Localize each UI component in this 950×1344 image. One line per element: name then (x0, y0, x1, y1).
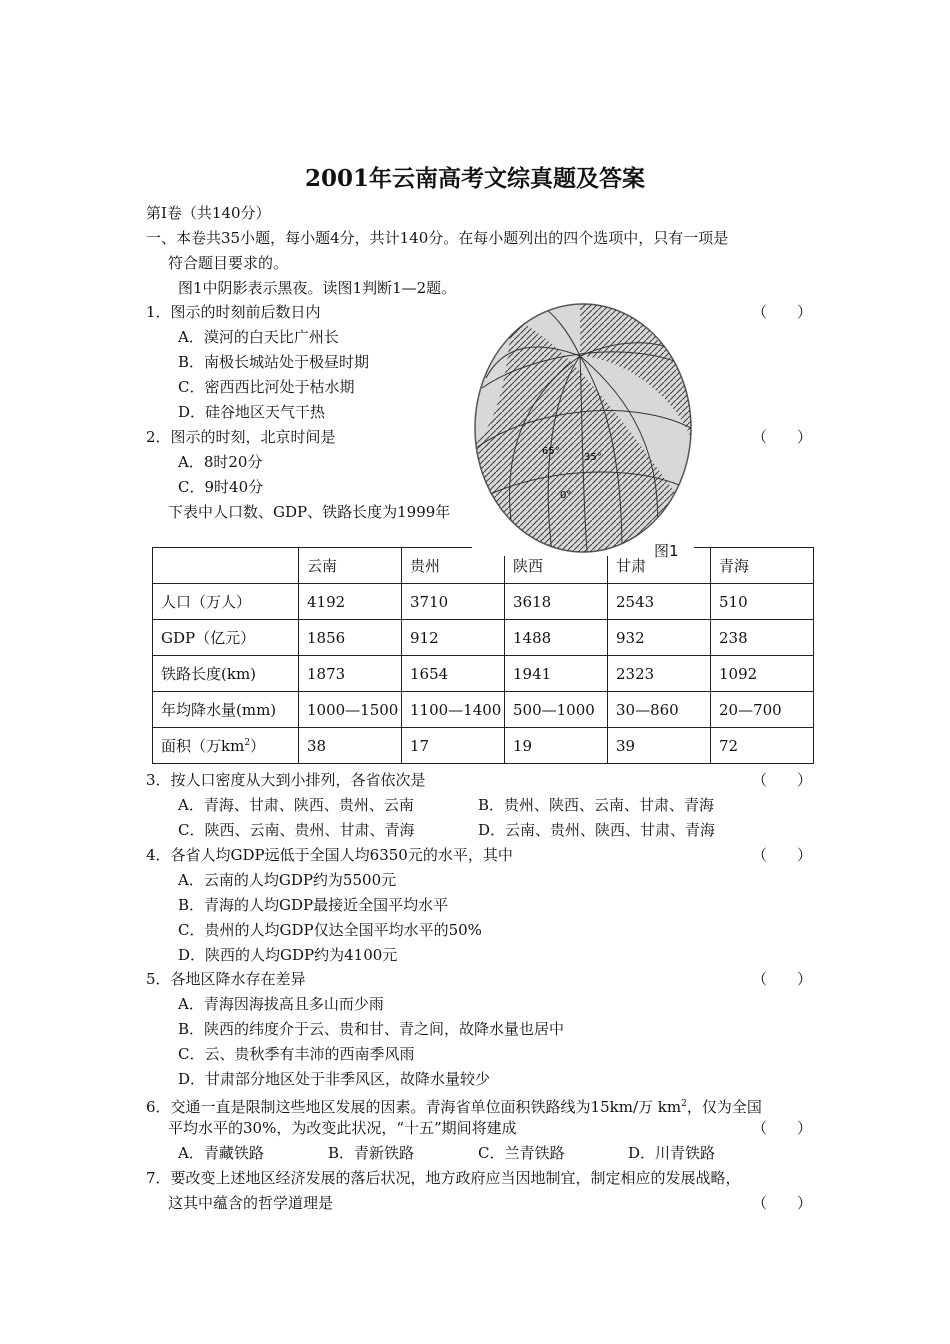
label-35: 35° (584, 452, 602, 463)
table-cell: 238 (711, 620, 814, 656)
q6-option-c: C．兰青铁路 (478, 1144, 565, 1162)
table-row (153, 620, 814, 656)
q4-answer-paren: （ ） (752, 846, 813, 864)
table-cell: 1488 (505, 620, 608, 656)
q2-answer-paren: （ ） (752, 428, 813, 446)
table-cell: 932 (608, 620, 711, 656)
table-cell: 39 (608, 728, 711, 764)
table-cell: 1092 (711, 656, 814, 692)
table-row (153, 728, 814, 764)
q5-answer-paren: （ ） (752, 970, 813, 988)
table-cell: 510 (711, 584, 814, 620)
table-cell: 1941 (505, 656, 608, 692)
q4-option-b: B．青海的人均GDP最接近全国平均水平 (178, 896, 449, 914)
q3-option-a: A．青海、甘肃、陕西、贵州、云南 (178, 796, 414, 814)
q4-option-a: A．云南的人均GDP约为5500元 (178, 871, 397, 889)
q3-answer-paren: （ ） (752, 771, 813, 789)
q5-stem: 5．各地区降水存在差异 (146, 970, 306, 988)
q1-option-d: D．硅谷地区天气干热 (178, 403, 326, 421)
q4-option-d: D．陕西的人均GDP约为4100元 (178, 946, 398, 964)
table-cell: 3618 (505, 584, 608, 620)
table-row (153, 656, 814, 692)
table-cell: 1654 (402, 656, 505, 692)
table-cell: 1873 (299, 656, 402, 692)
table-cell: 1856 (299, 620, 402, 656)
q7-stem-line2: 这其中蕴含的哲学道理是 (168, 1194, 334, 1212)
table-cell: 912 (402, 620, 505, 656)
q6-stem-part1: 6．交通一直是限制这些地区发展的因素。青海省单位面积铁路线为15km/万 km (146, 1098, 682, 1116)
q5-option-c: C．云、贵秋季有丰沛的西南季风雨 (178, 1045, 415, 1063)
q1-stem: 1．图示的时刻前后数日内 (146, 303, 321, 321)
q7-stem-line1: 7．要改变上述地区经济发展的落后状况，地方政府应当因地制宜，制定相应的发展战略， (146, 1169, 741, 1187)
q3-option-d: D．云南、贵州、陕西、甘肃、青海 (478, 821, 716, 839)
q1-option-c: C．密西西比河处于枯水期 (178, 378, 355, 396)
q3-option-c: C．陕西、云南、贵州、甘肃、青海 (178, 821, 415, 839)
table-cell: 云南 (299, 548, 402, 584)
q1-option-a: A．漠河的白天比广州长 (178, 328, 339, 346)
table-row (153, 692, 814, 728)
table-cell: 38 (299, 728, 402, 764)
table-cell: 青海 (711, 548, 814, 584)
data-table (152, 547, 814, 764)
label-65: 65° (542, 446, 560, 457)
table-cell: 2323 (608, 656, 711, 692)
table-cell (153, 728, 299, 764)
figure-caption: 图1 (650, 540, 683, 561)
figure-intro: 图1中阴影表示黑夜。读图1判断1—2题。 (178, 279, 457, 297)
table-cell: 1000—1500 (299, 692, 402, 728)
q6-stem-line2: 平均水平的30%，为改变此状况，“十五”期间将建成 (168, 1119, 517, 1137)
table-cell: 30—860 (608, 692, 711, 728)
area-label-close: ） (250, 737, 266, 755)
section-heading: 第Ⅰ卷（共140分） (146, 204, 271, 222)
table-cell: 19 (505, 728, 608, 764)
table-intro: 下表中人口数、GDP、铁路长度为1999年 (168, 503, 451, 521)
q6-stem-part2: ，仅为全国 (686, 1098, 762, 1116)
q2-option-a: A．8时20分 (178, 453, 263, 471)
table-cell: 年均降水量(mm) (153, 692, 299, 728)
table-cell: 72 (711, 728, 814, 764)
table-cell: 500—1000 (505, 692, 608, 728)
table-cell (153, 548, 299, 584)
q6-option-d: D．川青铁路 (628, 1144, 716, 1162)
table-cell: 铁路长度(km) (153, 656, 299, 692)
table-row (153, 584, 814, 620)
table-cell: 20—700 (711, 692, 814, 728)
table-cell: 甘肃 (608, 548, 711, 584)
q3-option-b: B．贵州、陕西、云南、甘肃、青海 (478, 796, 715, 814)
table-cell: 2543 (608, 584, 711, 620)
q3-stem: 3．按人口密度从大到小排列，各省依次是 (146, 771, 426, 789)
q6-stem-line1 (146, 1094, 762, 1117)
table-cell: 贵州 (402, 548, 505, 584)
figure-1-globe (472, 298, 694, 556)
q4-stem: 4．各省人均GDP远低于全国人均6350元的水平，其中 (146, 846, 513, 864)
q5-option-d: D．甘肃部分地区处于非季风区，故降水量较少 (178, 1070, 491, 1088)
q1-answer-paren: （ ） (752, 303, 813, 321)
q6-superscript: 2 (681, 1099, 687, 1109)
table-cell: 人口（万人） (153, 584, 299, 620)
table-cell: GDP（亿元） (153, 620, 299, 656)
table-cell: 1100—1400 (402, 692, 505, 728)
globe-diagram (472, 298, 694, 556)
table-cell: 4192 (299, 584, 402, 620)
area-label: 面积（万km (161, 737, 245, 755)
q6-option-a: A．青藏铁路 (178, 1144, 264, 1162)
q6-answer-paren: （ ） (752, 1119, 813, 1137)
table-cell: 3710 (402, 584, 505, 620)
q1-option-b: B．南极长城站处于极昼时期 (178, 353, 370, 371)
q2-option-c: C．9时40分 (178, 478, 264, 496)
area-superscript: 2 (244, 738, 251, 748)
table-cell: 陕西 (505, 548, 608, 584)
q5-option-a: A．青海因海拔高且多山而少雨 (178, 995, 384, 1013)
q2-stem: 2．图示的时刻，北京时间是 (146, 428, 336, 446)
q6-option-b: B．青新铁路 (328, 1144, 415, 1162)
page-title: 2001年云南高考文综真题及答案 (304, 165, 645, 192)
table-cell: 17 (402, 728, 505, 764)
instructions-line2: 符合题目要求的。 (168, 254, 289, 272)
instructions-line1: 一、本卷共35小题，每小题4分，共计140分。在每小题列出的四个选项中，只有一项是 (146, 229, 729, 247)
q5-option-b: B．陕西的纬度介于云、贵和甘、青之间，故降水量也居中 (178, 1020, 565, 1038)
q7-answer-paren: （ ） (752, 1194, 813, 1212)
label-0: 0° (560, 490, 572, 501)
q4-option-c: C．贵州的人均GDP仅达全国平均水平的50% (178, 921, 482, 939)
